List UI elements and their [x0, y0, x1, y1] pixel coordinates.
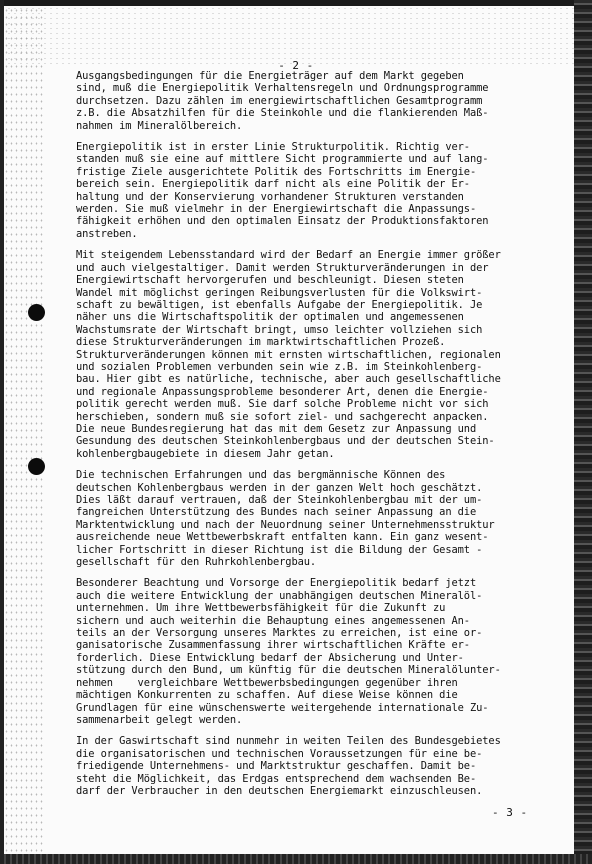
scan-noise-top — [0, 6, 592, 66]
text-line: durchsetzen. Dazu zählen im energiewirtschaftlichen Gesamtprogramm — [76, 94, 483, 107]
scan-noise-left — [4, 0, 44, 864]
text-line: Strukturveränderungen können mit ernsten wirtschaftlichen, regionalen — [76, 348, 501, 361]
text-line: nehmen vergleichbare Wettbewerbsbedingungen gegenüber ihren — [76, 676, 458, 689]
text-line: Wandel mit möglichst geringen Reibungsverlusten für die Volkswirt- — [76, 286, 483, 299]
text-line: schaft zu bewältigen, ist ebenfalls Aufgabe der Energiepolitik. Je — [76, 298, 483, 311]
text-line: bau. Hier gibt es natürliche, technische, aber auch gesellschaftliche — [76, 373, 501, 386]
text-line: Mit steigendem Lebensstandard wird der Bedarf an Energie immer größer — [76, 249, 501, 262]
text-line: stützung durch den Bund, um künftig für die deutschen Mineralölunter- — [76, 664, 501, 677]
text-line: forderlich. Diese Entwicklung bedarf der Absicherung und Unter- — [76, 651, 464, 664]
text-line: und auch vielgestaltiger. Damit werden Strukturveränderungen in der — [76, 261, 489, 274]
text-line: licher Fortschritt in dieser Richtung ist die Bildung der Gesamt - — [76, 543, 483, 556]
scan-border-right — [574, 0, 592, 864]
page-number-bottom: - 3 - — [492, 806, 528, 819]
text-line: Marktentwicklung und nach der Neuordnung seiner Unternehmensstruktur — [76, 518, 495, 531]
text-line: fangreichen Unterstützung des Bundes nach seiner Anpassung an die — [76, 506, 477, 519]
paragraph — [76, 70, 566, 132]
scan-border-left — [0, 0, 4, 864]
text-line: In der Gaswirtschaft sind nunmehr in weiten Teilen des Bundesgebietes — [76, 735, 501, 748]
text-line: politik gerecht werden muß. Sie darf solche Probleme nicht vor sich — [76, 398, 489, 411]
text-line: z.B. die Absatzhilfen für die Steinkohle und die flankierenden Maß- — [76, 107, 489, 120]
text-line: Ausgangsbedingungen für die Energieträger auf dem Markt gegeben — [76, 70, 464, 82]
text-line: die organisatorischen und technischen Voraussetzungen für eine be- — [76, 747, 483, 760]
punch-hole-icon — [28, 458, 45, 475]
text-line: Energiewirtschaft hervorgerufen und beschleunigt. Diesen steten — [76, 274, 464, 287]
text-line: auch die weitere Entwicklung der unabhängigen deutschen Mineralöl- — [76, 589, 483, 602]
text-line: Grundlagen für eine wünschenswerte weitergehende internationale Zu- — [76, 701, 489, 714]
text-line: unternehmen. Um ihre Wettbewerbsfähigkeit für die Zukunft zu — [76, 602, 446, 615]
paragraph — [76, 141, 566, 240]
text-line: sichern und auch weiterhin die Behauptung eines angemessenen An- — [76, 614, 470, 627]
paragraph — [76, 249, 566, 460]
text-line: nahmen im Mineralölbereich. — [76, 119, 243, 132]
text-line: bereich sein. Energiepolitik darf nicht als eine Politik der Er- — [76, 178, 470, 191]
text-line: werden. Sie muß vielmehr in der Energiewirtschaft die Anpassungs- — [76, 203, 477, 216]
text-line: ganisatorische Zusammenfassung ihrer wirtschaftlichen Kräfte er- — [76, 639, 470, 652]
text-line: Dies läßt darauf vertrauen, daß der Steinkohlenbergbau mit der um- — [76, 494, 483, 506]
text-line: teils an der Versorgung unseres Marktes zu erreichen, ist eine or- — [76, 627, 483, 640]
text-line: fristige Ziele ausgerichtete Politik des Fortschritts im Energie- — [76, 165, 477, 178]
text-line: Die neue Bundesregierung hat das mit dem Gesetz zur Anpassung und — [76, 422, 477, 435]
text-line: Besonderer Beachtung und Vorsorge der Energiepolitik bedarf jetzt — [76, 577, 477, 590]
text-line: Die technischen Erfahrungen und das bergmännische Können des — [76, 469, 446, 482]
text-line: anstreben. — [76, 227, 138, 240]
paragraph — [76, 469, 566, 568]
text-line: näher uns die Wirtschaftspolitik der optimalen und angemessenen — [76, 311, 464, 324]
paragraph — [76, 577, 566, 726]
page-number-top: - 2 - — [278, 59, 314, 72]
text-line: fähigkeit erhöhen und den optimalen Einsatz der Produktionsfaktoren — [76, 215, 489, 228]
text-line: Energiepolitik ist in erster Linie Strukturpolitik. Richtig ver- — [76, 141, 470, 154]
text-line: friedigende Unternehmens- und Marktstruktur geschaffen. Damit be- — [76, 760, 477, 773]
text-line: Gesundung des deutschen Steinkohlenbergbaus und der deutschen Stein- — [76, 435, 495, 448]
punch-hole-icon — [28, 304, 45, 321]
text-line: herschieben, sondern muß sie sofort ziel- und sachgerecht anpacken. — [76, 410, 489, 423]
text-line: mächtigen Konkurrenten zu schaffen. Auf diese Weise können die — [76, 689, 458, 702]
text-line: und regionale Anpassungsprobleme besonderer Art, denen die Energie- — [76, 385, 489, 398]
scan-border-top — [0, 0, 592, 6]
paragraph — [76, 735, 566, 797]
text-line: standen muß sie eine auf mittlere Sicht programmierte und auf lang- — [76, 153, 489, 166]
document-body — [76, 70, 566, 806]
scan-border-bottom — [0, 854, 592, 864]
text-line: haltung und der Konservierung vorhandener Strukturen verstanden — [76, 190, 464, 203]
text-line: darf der Verbraucher in den deutschen Energiemarkt einzuschleusen. — [76, 784, 483, 797]
text-line: diese Strukturveränderungen im marktwirtschaftlichen Prozeß. — [76, 336, 446, 349]
text-line: kohlenbergbaugebiete in diesem Jahr getan. — [76, 447, 335, 460]
text-line: deutschen Kohlenbergbaus werden in der ganzen Welt hoch geschätzt. — [76, 481, 483, 494]
text-line: Wachstumsrate der Wirtschaft bringt, umso leichter vollziehen sich — [76, 323, 483, 336]
text-line: sammenarbeit gelegt werden. — [76, 713, 243, 726]
text-line: und sozialen Problemen verbunden sein wie z.B. im Steinkohlenberg- — [76, 360, 483, 373]
text-line: steht die Möglichkeit, das Erdgas entsprechend dem wachsenden Be- — [76, 772, 477, 785]
text-line: ausreichende neue Wettbewerbskraft entfalten kann. Ein ganz wesent- — [76, 531, 489, 544]
text-line: gesellschaft für den Ruhrkohlenbergbau. — [76, 556, 317, 569]
text-line: sind, muß die Energiepolitik Verhaltensregeln und Ordnungsprogramme — [76, 82, 489, 95]
